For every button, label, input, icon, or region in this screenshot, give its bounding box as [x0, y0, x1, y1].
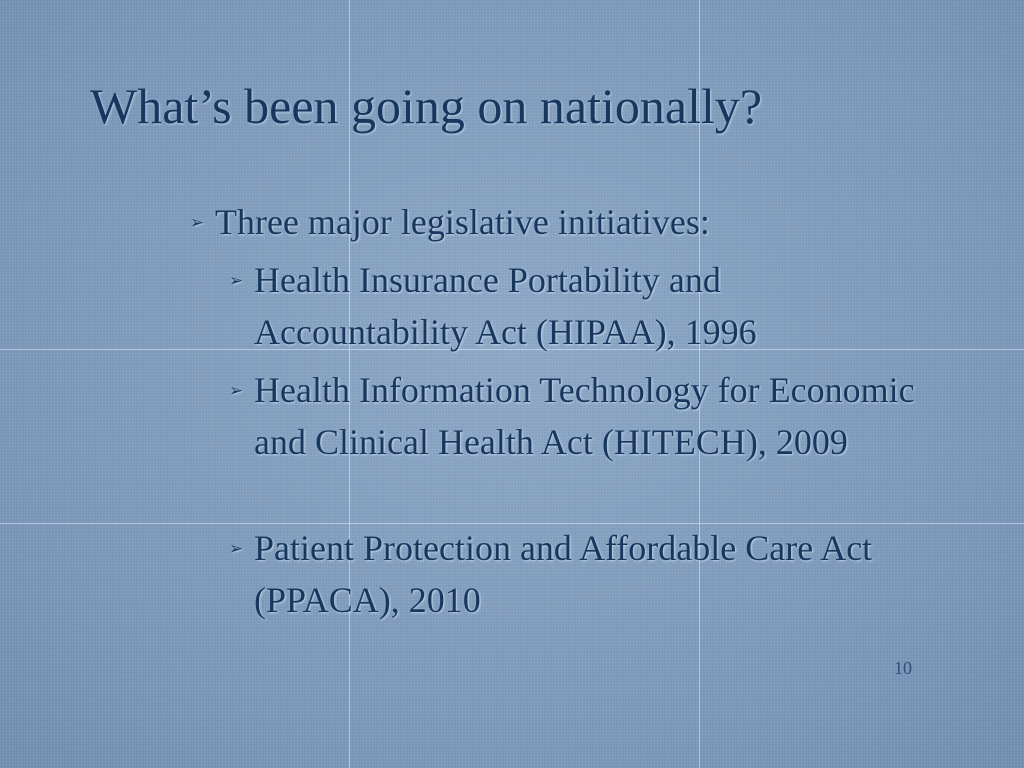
sub-bullet-item: [229, 254, 934, 358]
sub-bullet-item: [229, 522, 934, 626]
sub-bullet-text: Health Insurance Portability and Accountability Act (HIPAA), 1996: [254, 260, 757, 352]
arrowhead-bullet-icon: ➢: [229, 539, 244, 559]
arrowhead-bullet-icon: ➢: [229, 271, 244, 291]
arrowhead-bullet-icon: ➢: [190, 213, 205, 233]
sub-bullet-text: Health Information Technology for Economic and Clinical Health Act (HITECH), 2009: [254, 370, 915, 462]
arrowhead-bullet-icon: ➢: [229, 381, 244, 401]
sub-bullet-text: Patient Protection and Affordable Care Act (PPACA), 2010: [254, 528, 873, 620]
page-number: 10: [894, 658, 912, 678]
bullet-text: Three major legislative initiatives:: [215, 202, 710, 242]
sub-bullet-item: [229, 364, 934, 468]
slide-title: What’s been going on nationally?: [90, 78, 763, 134]
bullet-item: [190, 196, 915, 248]
